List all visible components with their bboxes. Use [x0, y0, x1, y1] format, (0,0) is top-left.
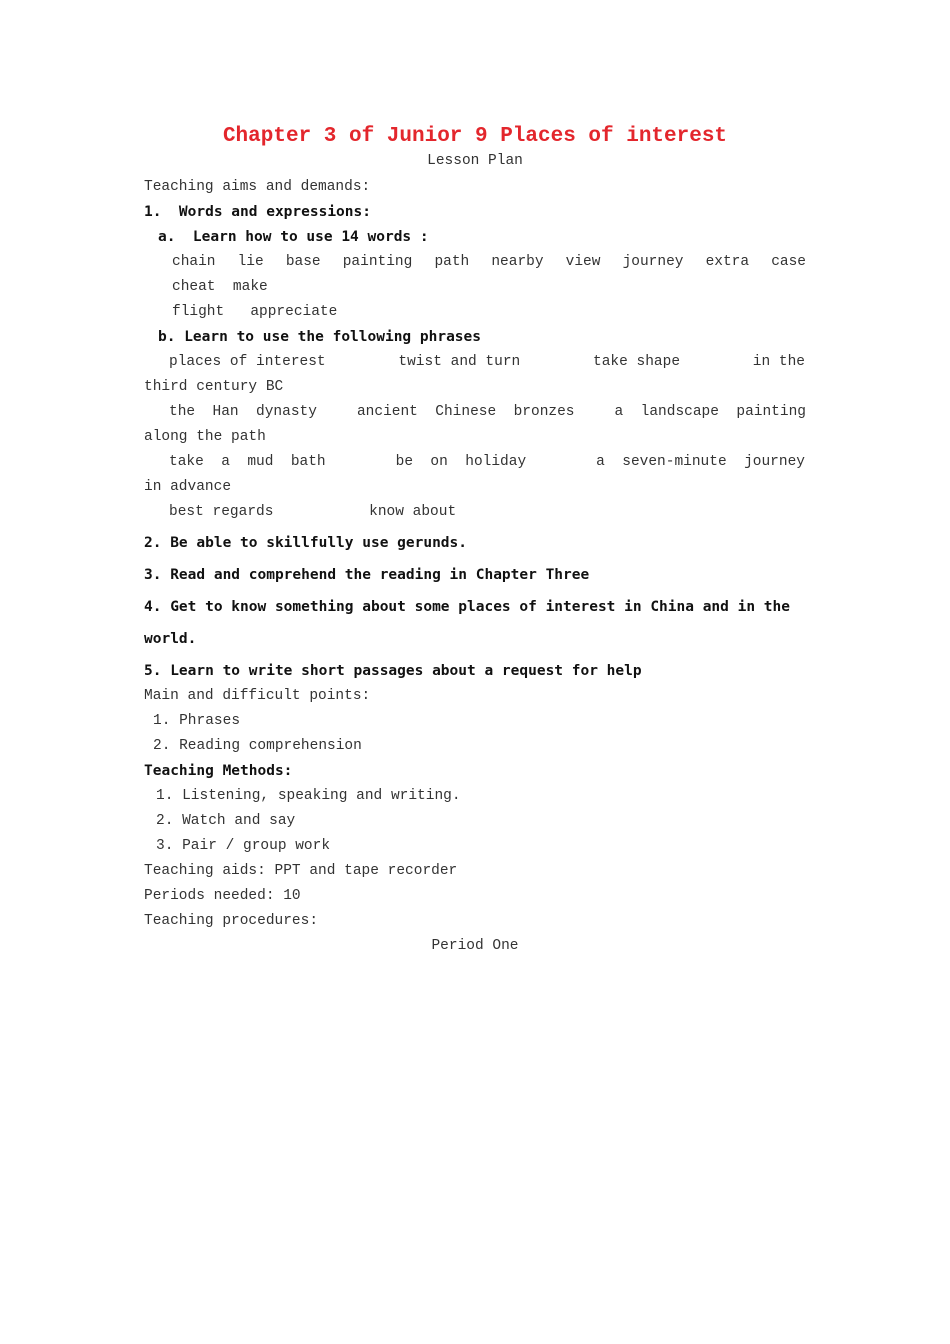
phrase: take shape	[593, 354, 681, 370]
phrase: be on holiday	[395, 454, 527, 470]
document-subtitle: Lesson Plan	[427, 153, 523, 169]
word: lie	[237, 254, 264, 270]
item-1b: b. Learn to use the following phrases	[158, 329, 482, 345]
method-2: 2. Watch and say	[156, 813, 296, 829]
phrase-row-2	[169, 403, 806, 421]
word: chain	[172, 254, 216, 270]
period-one-heading: Period One	[431, 938, 519, 954]
methods-heading: Teaching Methods:	[144, 763, 293, 779]
phrase-row-4: best regards know about	[169, 504, 457, 520]
phrase-cont-3: in advance	[144, 479, 232, 495]
word: path	[434, 254, 470, 270]
words-row-1	[172, 253, 806, 271]
phrase-cont-2: along the path	[144, 429, 266, 445]
word: base	[285, 254, 321, 270]
item-3: 3. Read and comprehend the reading in Chapter Three	[144, 567, 590, 583]
word: case	[771, 254, 806, 270]
method-1: 1. Listening, speaking and writing.	[156, 788, 461, 804]
phrase: in the	[752, 354, 805, 370]
method-3: 3. Pair / group work	[156, 838, 331, 854]
word: nearby	[491, 254, 544, 270]
main-points-heading: Main and difficult points:	[144, 688, 371, 704]
document-title: Chapter 3 of Junior 9 Places of interest	[222, 125, 728, 148]
item-4-cont: world.	[144, 631, 197, 647]
phrase: the Han dynasty	[169, 404, 317, 420]
phrase: places of interest	[169, 354, 326, 370]
main-point-2: 2. Reading comprehension	[153, 738, 362, 754]
phrase-row-3	[169, 453, 805, 471]
words-row-2: cheat make	[172, 279, 268, 295]
item-1a: a. Learn how to use 14 words :	[158, 229, 429, 245]
phrase: ancient Chinese bronzes	[356, 404, 575, 420]
phrase: twist and turn	[398, 354, 521, 370]
periods-needed: Periods needed: 10	[144, 888, 301, 904]
phrase: take a mud bath	[169, 454, 326, 470]
words-row-3: flight appreciate	[172, 304, 338, 320]
main-point-1: 1. Phrases	[153, 713, 241, 729]
item-4: 4. Get to know something about some places of interest in China and in the	[144, 599, 791, 615]
phrase-row-1	[169, 353, 805, 371]
phrase: a seven-minute journey	[596, 454, 805, 470]
item-1: 1. Words and expressions:	[144, 204, 371, 220]
phrase-cont-1: third century BC	[144, 379, 284, 395]
word: extra	[705, 254, 750, 270]
teaching-aids: Teaching aids: PPT and tape recorder	[144, 863, 458, 879]
item-5: 5. Learn to write short passages about a request for help	[144, 663, 642, 679]
phrase: a landscape painting	[614, 404, 806, 420]
procedures-heading: Teaching procedures:	[144, 913, 319, 929]
item-2: 2. Be able to skillfully use gerunds.	[144, 535, 468, 551]
word: view	[565, 254, 601, 270]
word: journey	[622, 254, 684, 270]
word: painting	[342, 254, 413, 270]
aims-heading: Teaching aims and demands:	[144, 179, 371, 195]
